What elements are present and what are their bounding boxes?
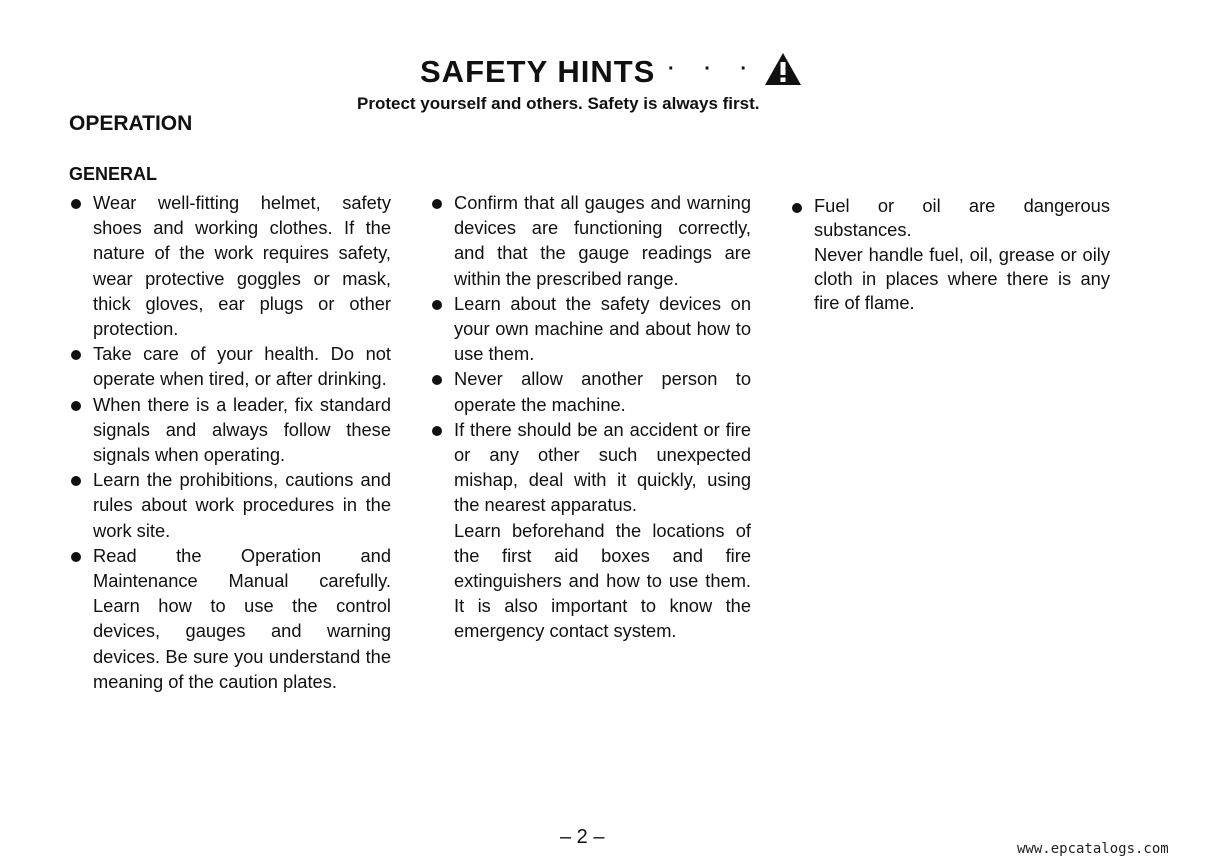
- subsection-title: GENERAL: [69, 164, 158, 184]
- bullet-dot-icon: [71, 552, 81, 562]
- footer-watermark: www.epcatalogs.com: [1017, 841, 1169, 857]
- bullet-item: [430, 366, 751, 416]
- page-number: – 2 –: [560, 826, 605, 848]
- column-3: [790, 194, 1110, 315]
- bullet-text: Take care of your health. Do not operate when tired, or after drinking.: [93, 343, 391, 390]
- bullet-text: Learn beforehand the locations of the first aid boxes and fire extinguishers and how to use them. It is also important to know the emergency contact system.: [454, 519, 751, 642]
- bullet-dot-icon: [71, 199, 81, 209]
- page-subtitle: Protect yourself and others. Safety is always first.: [357, 94, 760, 113]
- bullet-text: Fuel or oil are dangerous substances.: [814, 195, 1110, 241]
- bullet-dot-icon: [432, 375, 442, 385]
- bullet-dot-icon: [432, 426, 442, 436]
- bullet-item: [430, 190, 751, 291]
- bullet-text: Confirm that all gauges and warning devices are functioning correctly, and that the gauge readings are within the prescribed range.: [454, 192, 751, 289]
- section-title: OPERATION: [69, 112, 193, 135]
- bullet-item: [69, 190, 391, 341]
- bullet-dot-icon: [71, 401, 81, 411]
- column-1: [69, 190, 391, 694]
- bullet-item: [430, 417, 751, 644]
- bullet-dot-icon: [71, 476, 81, 486]
- bullet-dot-icon: [432, 300, 442, 310]
- bullet-item: [69, 392, 391, 468]
- bullet-dot-icon: [432, 199, 442, 209]
- title-dots: · · ·: [668, 58, 760, 80]
- bullet-text: Read the Operation and Maintenance Manual carefully. Learn how to use the control devices, gauges and warning devices. Be sure you understand the meaning of the caution plates.: [93, 544, 391, 692]
- bullet-text: Never handle fuel, oil, grease or oily cloth in places where there is any fire of flame.: [814, 243, 1110, 314]
- bullet-dot-icon: [792, 203, 802, 213]
- bullet-text: If there should be an accident or fire or any other such unexpected mishap, deal with it quickly, using the nearest apparatus.: [454, 418, 751, 516]
- bullet-text: Learn the prohibitions, cautions and rules about work procedures in the work site.: [93, 469, 391, 541]
- warning-triangle-icon: [764, 52, 802, 86]
- bullet-item: [430, 291, 751, 367]
- bullet-text: When there is a leader, fix standard signals and always follow these signals when operating.: [93, 393, 391, 466]
- bullet-item: [790, 194, 1110, 315]
- bullet-item: [69, 341, 391, 391]
- bullet-text: Never allow another person to operate the machine.: [454, 368, 751, 415]
- page-title: SAFETY HINTS: [420, 54, 656, 89]
- bullet-dot-icon: [71, 350, 81, 360]
- bullet-text: Learn about the safety devices on your own machine and about how to use them.: [454, 292, 751, 365]
- bullet-item: [69, 467, 391, 543]
- bullet-item: [69, 543, 391, 694]
- column-2: [430, 190, 751, 644]
- bullet-text: Wear well-fitting helmet, safety shoes and working clothes. If the nature of the work requires safety, wear protective goggles or mask, thick gloves, ear plugs or other protection.: [93, 192, 391, 340]
